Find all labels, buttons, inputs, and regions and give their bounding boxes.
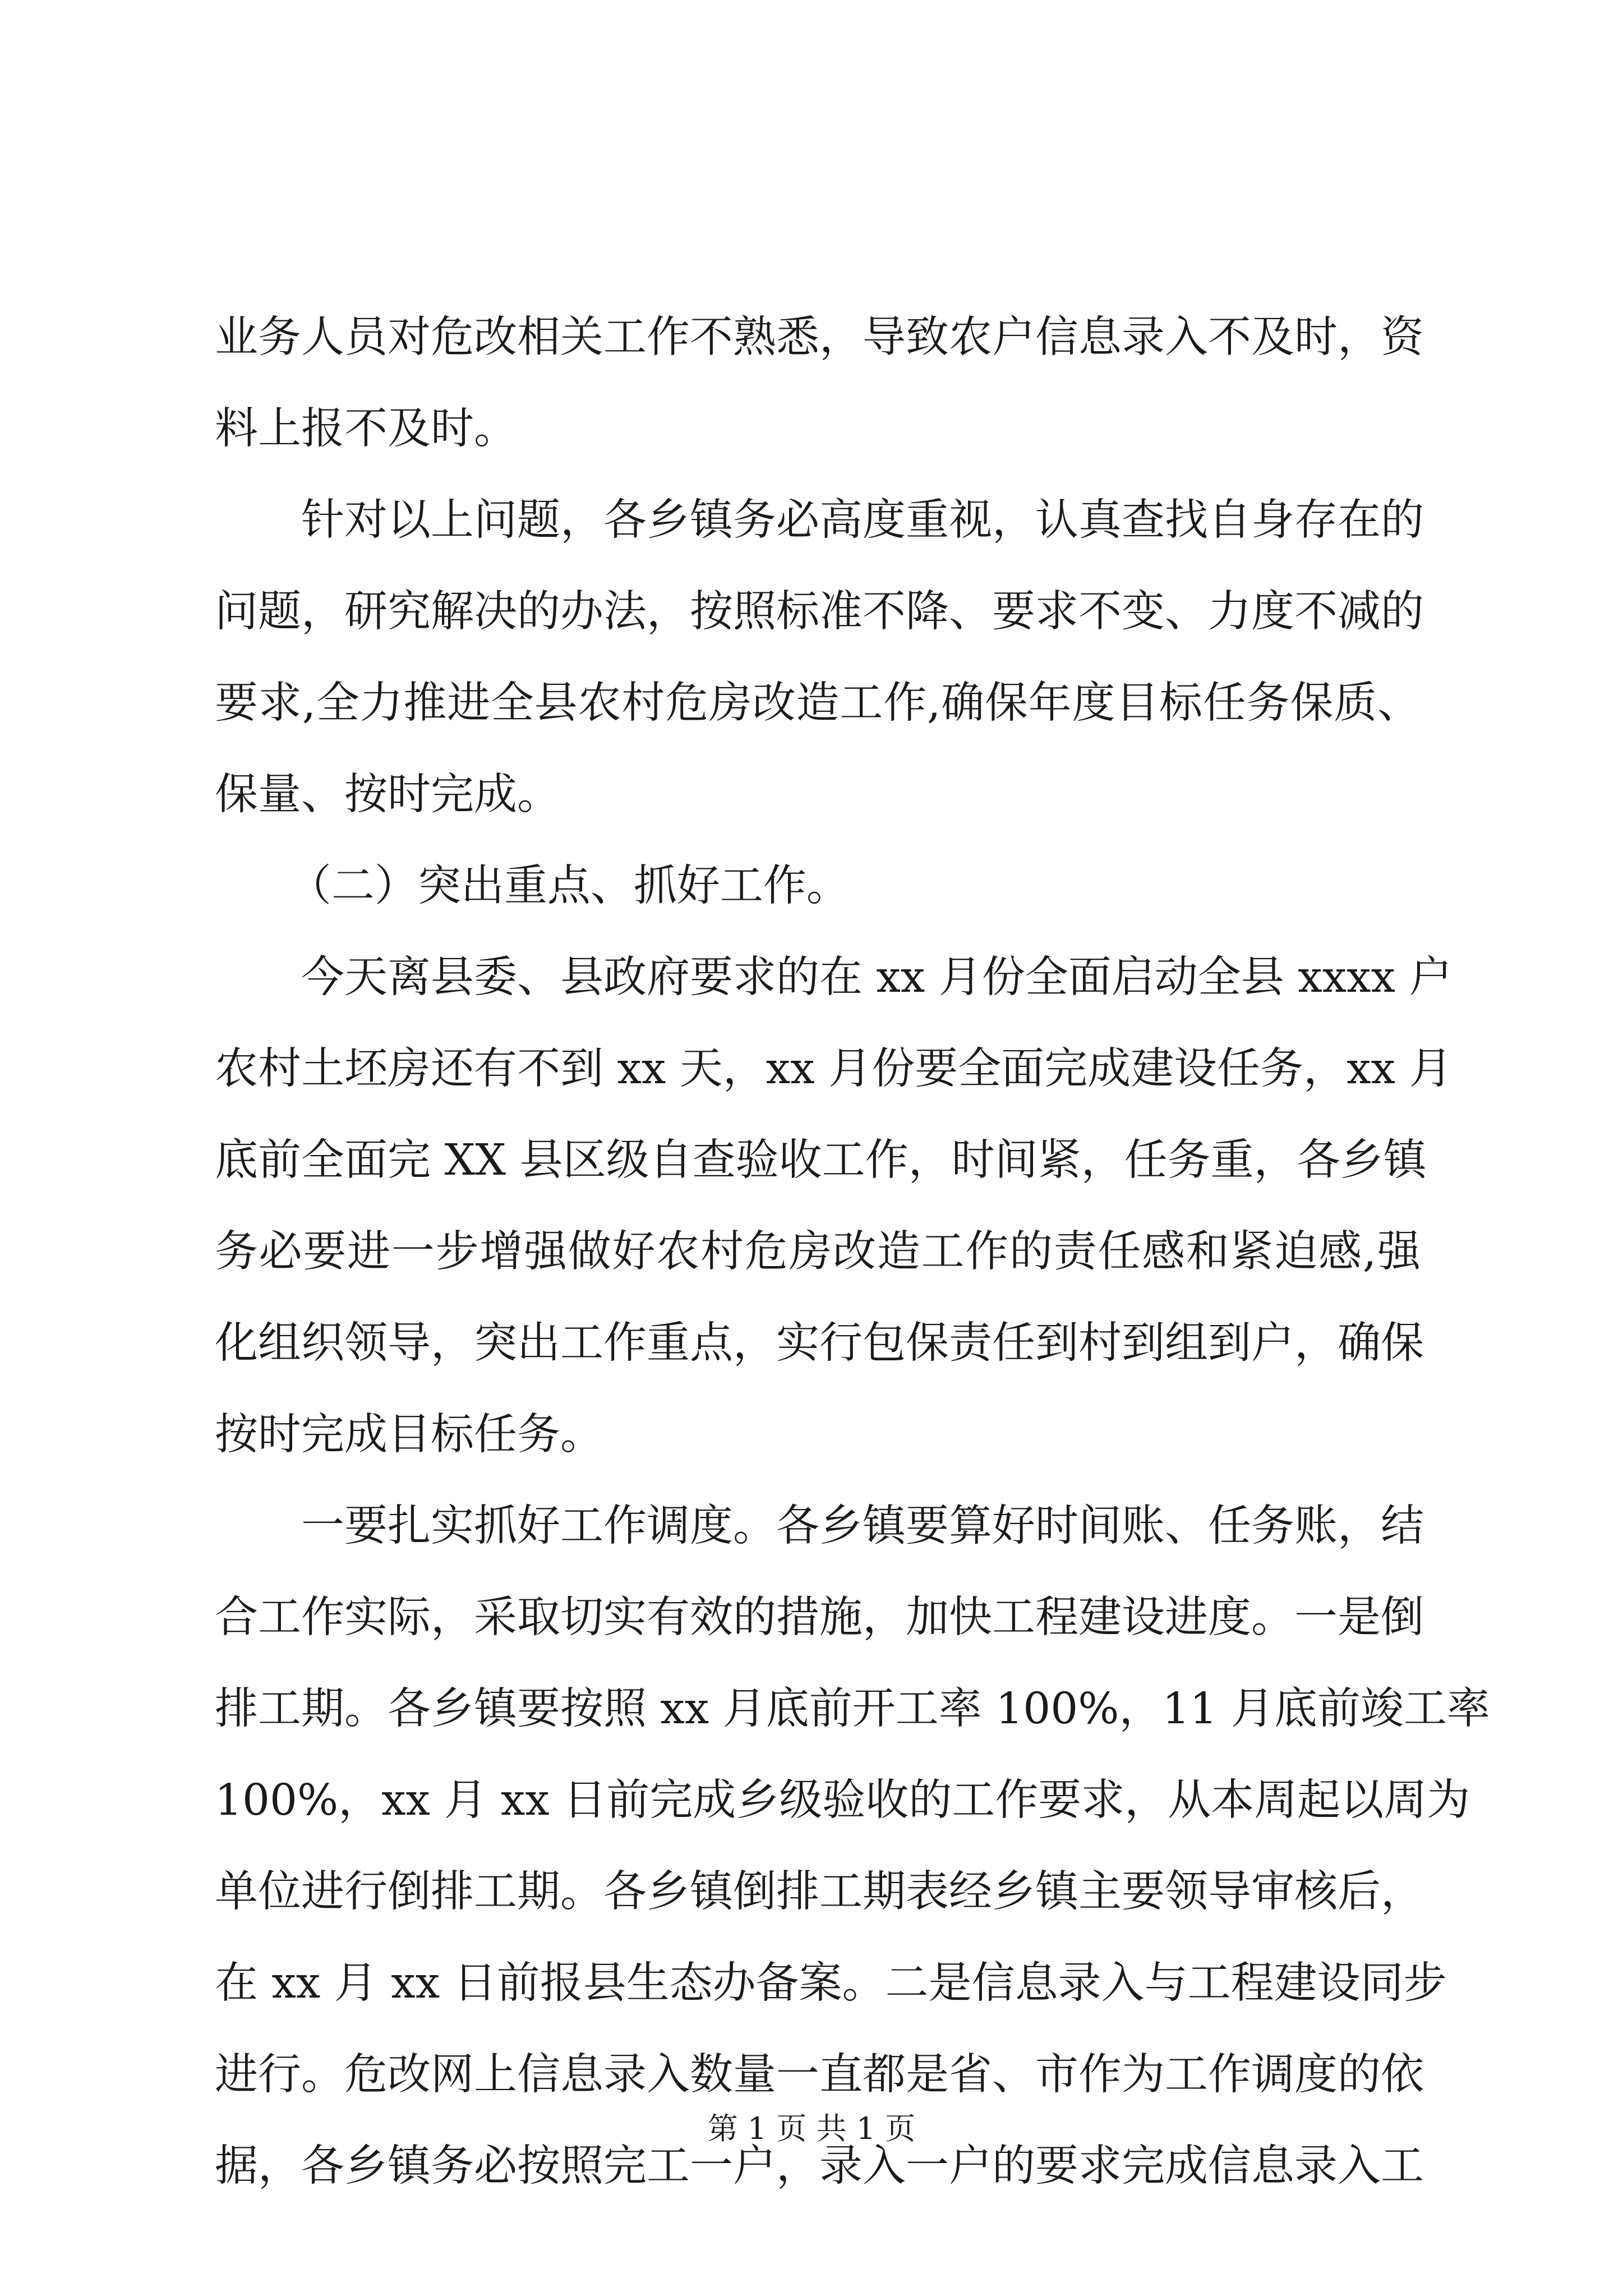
document-body bbox=[215, 292, 1490, 2212]
text-line: 化组织领导，突出工作重点，实行包保责任到村到组到户，确保 bbox=[215, 1318, 1424, 1368]
text-line: 单位进行倒排工期。各乡镇倒排工期表经乡镇主要领导审核后， bbox=[215, 1867, 1424, 1917]
text-line: 针对以上问题，各乡镇务必高度重视，认真查找自身存在的 bbox=[301, 495, 1424, 545]
text-line: 合工作实际，采取切实有效的措施，加快工程建设进度。一是倒 bbox=[215, 1593, 1424, 1642]
text-line: 料上报不及时。 bbox=[215, 404, 517, 454]
text-line: （二）突出重点、抓好工作。 bbox=[288, 861, 850, 911]
text-line: 在 xx 月 xx 日前报县生态办备案。二是信息录入与工程建设同步 bbox=[215, 1958, 1447, 2008]
page-footer: 第 1 页 共 1 页 bbox=[707, 2111, 916, 2146]
text-line: 农村土坯房还有不到 xx 天，xx 月份要全面完成建设任务，xx 月 bbox=[215, 1044, 1453, 1094]
text-line: 问题，研究解决的办法，按照标准不降、要求不变、力度不减的 bbox=[215, 587, 1424, 637]
text-line: 底前全面完 XX 县区级自查验收工作，时间紧，任务重，各乡镇 bbox=[215, 1135, 1427, 1185]
text-line: 按时完成目标任务。 bbox=[215, 1410, 603, 1460]
text-line: 一要扎实抓好工作调度。各乡镇要算好时间账、任务账，结 bbox=[301, 1501, 1424, 1551]
text-line: 务必要进一步增强做好农村危房改造工作的责任感和紧迫感,强 bbox=[215, 1227, 1421, 1277]
text-line: 据，各乡镇务必按照完工一户，录入一户的要求完成信息录入工 bbox=[215, 2141, 1424, 2191]
text-line: 今天离县委、县政府要求的在 xx 月份全面启动全县 xxxx 户 bbox=[301, 953, 1453, 1002]
text-line: 进行。危改网上信息录入数量一直都是省、市作为工作调度的依 bbox=[215, 2050, 1424, 2100]
text-line: 业务人员对危改相关工作不熟悉，导致农户信息录入不及时，资 bbox=[215, 312, 1424, 362]
text-line: 要求,全力推进全县农村危房改造工作,确保年度目标任务保质、 bbox=[215, 678, 1421, 728]
text-line: 100%，xx 月 xx 日前完成乡级验收的工作要求，从本周起以周为 bbox=[215, 1775, 1470, 1825]
text-line: 保量、按时完成。 bbox=[215, 770, 560, 820]
text-line: 排工期。各乡镇要按照 xx 月底前开工率 100%，11 月底前竣工率 bbox=[215, 1684, 1490, 1734]
